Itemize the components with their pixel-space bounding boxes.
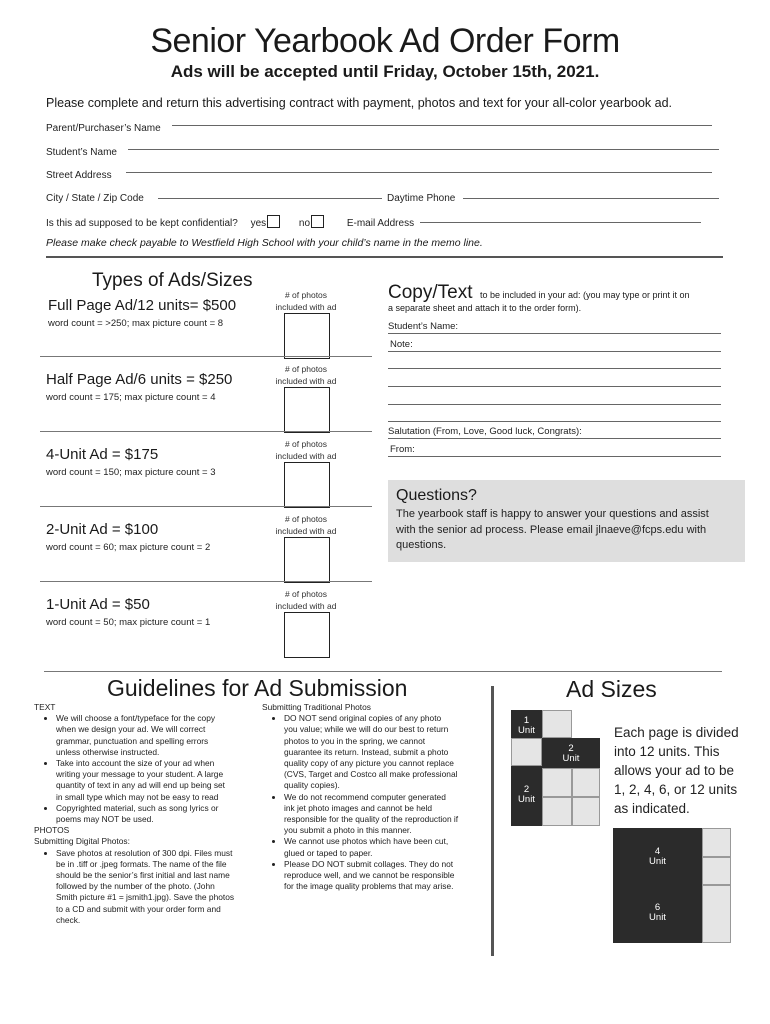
photo-count-label	[266, 513, 346, 537]
two-unit-vertical-cell	[511, 766, 542, 826]
four-unit-number: 4	[654, 846, 661, 857]
from-field[interactable]	[388, 456, 721, 457]
deadline-notice: Ads will be accepted until Friday, October 15th, 2021.	[170, 62, 600, 81]
salutation-label: Salutation (From, Love, Good luck, Congrats):	[388, 426, 582, 437]
guideline-item-line: ink jet photo images and cannot be held	[284, 802, 433, 813]
one-unit-cell	[511, 710, 542, 738]
guideline-item-line: • We do not recommend computer generated	[284, 791, 446, 802]
city-state-zip-field[interactable]	[158, 198, 382, 199]
four-unit-word: Unit	[649, 856, 666, 867]
guideline-item	[56, 803, 260, 825]
grid-cell	[511, 738, 542, 766]
photo-count-label-line-1: # of photos	[284, 290, 328, 300]
photo-count-label-line-1: # of photos	[284, 364, 328, 374]
guideline-item-line: glued or taped to paper.	[284, 847, 373, 858]
photo-count-label	[266, 363, 346, 387]
photo-count-label-line-2: included with ad	[275, 376, 337, 386]
from-label: From:	[390, 444, 415, 455]
ad-sizes-line-1: Each page is divided	[614, 725, 739, 740]
ad-sizes-line-3: allows your ad to be	[614, 763, 735, 778]
column-divider	[491, 686, 494, 956]
grid-cell	[572, 797, 600, 826]
guideline-item-line: • We will choose a font/typeface for the copy	[56, 713, 216, 724]
guideline-item-line: poems may NOT be used.	[56, 814, 154, 825]
guideline-item-line: when we design your ad. We will correct	[56, 724, 206, 735]
traditional-photos-list	[262, 713, 492, 892]
guideline-item-line: reproduce well, and we cannot be responsible	[284, 870, 455, 881]
parent-name-label: Parent/Purchaser’s Name	[46, 123, 161, 134]
photos-heading: PHOTOS	[34, 825, 70, 836]
guideline-item-line: • Save photos at resolution of 300 dpi. Files must	[56, 847, 233, 858]
guideline-item-line: • DO NOT send original copies of any photo	[284, 713, 442, 724]
four-unit-cell	[613, 828, 702, 885]
guideline-item-line: Smith picture #1 = jsmith1.jpg). Save the photos	[56, 892, 235, 903]
guideline-item-line: responsible for the quality of the reproduction if	[284, 814, 459, 825]
copy-subtitle: a separate sheet and attach it to the order form).	[388, 303, 582, 313]
yes-label: yes	[250, 218, 267, 229]
guideline-item	[56, 848, 260, 926]
two-unit-word-b: Unit	[518, 794, 535, 805]
photo-count-label-line-1: # of photos	[284, 589, 328, 599]
grid-cell	[572, 768, 600, 797]
photo-count-box[interactable]	[284, 313, 330, 359]
guideline-item-line: guarantee its return. Instead, submit a photo	[284, 746, 449, 757]
guideline-item-line: you submit a photo in this manner.	[284, 825, 412, 836]
ad-type-detail: word count = 50; max picture count = 1	[46, 617, 211, 628]
guideline-item-line: in small type which may not be easy to read	[56, 791, 219, 802]
confidential-row	[46, 215, 414, 229]
guideline-item	[284, 836, 492, 858]
ad-type-divider	[40, 356, 372, 357]
two-unit-word: Unit	[562, 753, 580, 764]
guidelines-divider	[44, 671, 722, 672]
confidential-label: Is this ad supposed to be kept confidential?	[46, 218, 238, 229]
guideline-item	[284, 859, 492, 893]
guideline-item-line: followed by the number of the photo. (John	[56, 881, 215, 892]
photo-count-box[interactable]	[284, 612, 330, 658]
guideline-item-line: check.	[56, 914, 81, 925]
guideline-item	[284, 713, 492, 791]
digital-photos-list	[34, 848, 260, 926]
types-title: Types of Ads/Sizes	[92, 270, 253, 291]
guideline-item-line: • Take into account the size of your ad when	[56, 758, 215, 769]
photo-count-box[interactable]	[284, 387, 330, 433]
ad-type-name: 1-Unit Ad = $50	[46, 596, 150, 613]
note-line-3[interactable]	[388, 386, 721, 387]
ad-sizes-title: Ad Sizes	[566, 676, 657, 702]
note-line-5[interactable]	[388, 421, 721, 422]
copy-note-label: Note:	[390, 339, 413, 350]
photo-count-label	[266, 438, 346, 462]
ad-sizes-line-5: as indicated.	[614, 801, 690, 816]
photo-count-label-line-2: included with ad	[275, 601, 337, 611]
student-name-field[interactable]	[128, 149, 719, 150]
questions-line-3: questions.	[396, 539, 447, 551]
two-unit-number-b: 2	[523, 784, 530, 795]
photo-count-label-line-2: included with ad	[275, 526, 337, 536]
note-line-1[interactable]	[388, 351, 721, 352]
email-field[interactable]	[420, 222, 701, 223]
copy-title-suffix: to be included in your ad: (you may type or print it on	[479, 290, 690, 300]
guideline-item-line: photos to you in the spring, we cannot	[284, 735, 426, 746]
guideline-item-line: • We cannot use photos which have been cut,	[284, 836, 449, 847]
email-label: E-mail Address	[346, 218, 415, 229]
memo-note: Please make check payable to Westfield High School with your child’s name in the memo line.	[46, 237, 483, 249]
questions-body	[396, 507, 709, 554]
guidelines-title: Guidelines for Ad Submission	[107, 675, 408, 701]
ad-type-divider	[40, 581, 372, 582]
text-heading: TEXT	[34, 702, 56, 712]
ad-type-divider	[40, 506, 372, 507]
questions-line-1: The yearbook staff is happy to answer your questions and assist	[396, 508, 709, 520]
photo-count-label-line-2: included with ad	[275, 302, 337, 312]
guideline-item	[56, 758, 260, 803]
photo-count-label	[266, 289, 346, 313]
guidelines-left-column	[34, 702, 260, 926]
guideline-item-line: quality copy of any picture you cannot replace	[284, 758, 454, 769]
ad-type-detail: word count = 60; max picture count = 2	[46, 542, 211, 553]
street-address-field[interactable]	[126, 172, 712, 173]
guideline-item-line: be in .tiff or .jpeg formats. The name of the file	[56, 858, 227, 869]
guideline-item-line: you value; while we will do our best to return	[284, 724, 449, 735]
street-address-label: Street Address	[46, 170, 112, 181]
no-label: no	[298, 218, 311, 229]
copy-student-field[interactable]	[388, 333, 721, 334]
ad-type-name: 4-Unit Ad = $175	[46, 446, 159, 463]
city-state-zip-label: City / State / Zip Code	[46, 193, 144, 204]
grid-cell	[702, 885, 731, 943]
ad-type-detail: word count = 150; max picture count = 3	[46, 467, 216, 478]
daytime-phone-field[interactable]	[463, 198, 719, 199]
six-unit-cell	[613, 885, 702, 943]
copy-heading	[388, 282, 690, 304]
guideline-item-line: • Please DO NOT submit collages. They do not	[284, 858, 454, 869]
traditional-photos-heading: Submitting Traditional Photos	[262, 702, 371, 712]
ad-sizes-line-2: into 12 units. This	[614, 744, 720, 759]
photo-count-label	[266, 588, 346, 612]
guideline-item-line: (CVS, Target and Costco all make professional	[284, 769, 458, 780]
ad-type-detail: word count = >250; max picture count = 8	[48, 318, 224, 329]
copy-title: Copy/Text	[388, 282, 473, 303]
photo-count-label-line-2: included with ad	[275, 451, 337, 461]
text-guidelines-list	[34, 713, 260, 825]
yes-checkbox[interactable]	[267, 215, 280, 228]
six-unit-number: 6	[654, 902, 661, 913]
questions-line-2: with the senior ad process. Please email jlnaeve@fcps.edu with	[396, 523, 707, 536]
ad-sizes-line-4: 1, 2, 4, 6, or 12 units	[614, 782, 738, 797]
intro-text: Please complete and return this advertising contract with payment, photos and text for your all-color yearbook ad.	[46, 96, 673, 110]
daytime-phone-label: Daytime Phone	[387, 193, 456, 204]
guideline-item-line: should be the senior’s first initial and last name	[56, 870, 230, 881]
photo-count-label-line-1: # of photos	[284, 439, 328, 449]
ad-type-name: 2-Unit Ad = $100	[46, 521, 159, 538]
ad-type-divider	[40, 431, 372, 432]
section-divider	[46, 256, 723, 258]
salutation-field[interactable]	[388, 438, 721, 439]
guideline-item	[284, 792, 492, 837]
grid-cell	[702, 857, 731, 885]
one-unit-word: Unit	[518, 725, 535, 736]
guideline-item-line: writing your message to your student. A large	[56, 769, 224, 780]
note-line-4[interactable]	[388, 404, 721, 405]
two-unit-horizontal-cell	[542, 738, 600, 768]
grid-cell	[702, 828, 731, 857]
guidelines-right-column	[262, 702, 492, 892]
six-unit-word: Unit	[649, 912, 666, 923]
photo-count-label-line-1: # of photos	[284, 514, 328, 524]
guideline-item-line: for the image quality problems that may arise.	[284, 881, 454, 892]
ad-type-name: Full Page Ad/12 units= $500	[48, 297, 237, 314]
photo-count-box[interactable]	[284, 537, 330, 583]
two-unit-number: 2	[568, 743, 574, 754]
guideline-item-line: unless otherwise instructed.	[56, 746, 160, 757]
guideline-item	[56, 713, 260, 758]
digital-photos-heading: Submitting Digital Photos:	[34, 836, 130, 847]
guideline-item-line: to a CD and submit with your order form and	[56, 903, 221, 914]
guideline-item-line: • Copyrighted material, such as song lyrics or	[56, 802, 219, 813]
guideline-item-line: quantity of text in any ad will end up being set	[56, 780, 226, 791]
guideline-item-line: quality copies).	[284, 780, 340, 791]
ad-type-detail: word count = 175; max picture count = 4	[46, 392, 216, 403]
student-name-label: Student’s Name	[46, 147, 117, 158]
copy-student-label: Student’s Name:	[388, 321, 459, 332]
no-checkbox[interactable]	[311, 215, 324, 228]
questions-title: Questions?	[396, 487, 477, 504]
one-unit-number: 1	[523, 715, 530, 726]
note-line-2[interactable]	[388, 368, 721, 369]
ad-type-name: Half Page Ad/6 units = $250	[46, 371, 233, 388]
parent-name-field[interactable]	[172, 125, 712, 126]
photo-count-box[interactable]	[284, 462, 330, 508]
guideline-item-line: grammar, punctuation and spelling errors	[56, 735, 209, 746]
page-title: Senior Yearbook Ad Order Form	[150, 22, 620, 60]
grid-cell	[542, 710, 572, 738]
grid-cell	[542, 768, 572, 797]
ad-sizes-description	[614, 723, 739, 818]
grid-cell	[542, 797, 572, 826]
